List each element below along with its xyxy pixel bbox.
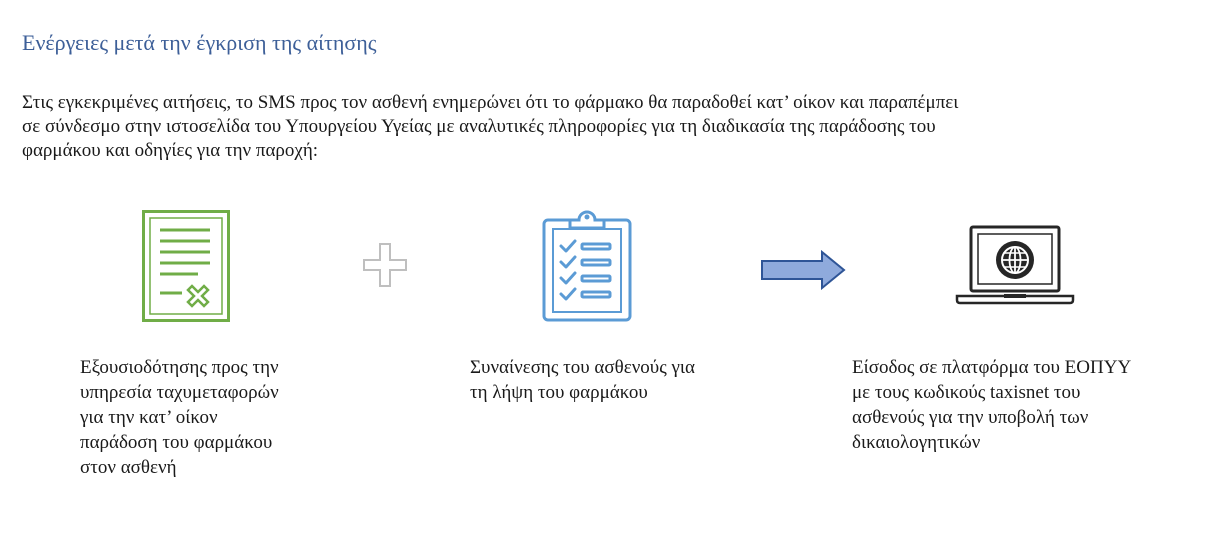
- intro-line: Στις εγκεκριμένες αιτήσεις, το SMS προς τον ασθενή ενημερώνει ότι το φάρμακο θα παραδοθεί κατ’ οίκον και παραπέμπει: [22, 92, 959, 113]
- step-caption-authorization: [80, 355, 350, 480]
- intro-paragraph: [22, 91, 1192, 163]
- step-caption-platform: [852, 355, 1197, 455]
- caption-line: τη λήψη του φαρμάκου: [470, 382, 648, 403]
- checklist-clipboard-icon: [542, 210, 632, 322]
- right-arrow-icon: [760, 250, 846, 290]
- caption-line: Είσοδος σε πλατφόρμα του ΕΟΠΥΥ: [852, 357, 1132, 378]
- section-heading: Ενέργειες μετά την έγκριση της αίτησης: [22, 30, 377, 55]
- caption-line: δικαιολογητικών: [852, 432, 981, 453]
- intro-line: σε σύνδεσμο στην ιστοσελίδα του Υπουργείου Υγείας με αναλυτικές πληροφορίες για τη διαδικασία της παράδοσης του: [22, 116, 936, 137]
- caption-line: Εξουσιοδότησης προς την: [80, 357, 279, 378]
- plus-icon: [362, 242, 408, 288]
- caption-line: στον ασθενή: [80, 457, 177, 478]
- caption-line: με τους κωδικούς taxisnet του: [852, 382, 1081, 403]
- authorization-document-icon: [142, 210, 230, 322]
- intro-line: φαρμάκου και οδηγίες για την παροχή:: [22, 140, 319, 161]
- laptop-globe-icon: [954, 224, 1076, 306]
- caption-line: ασθενούς για την υποβολή των: [852, 407, 1089, 428]
- caption-line: υπηρεσία ταχυμεταφορών: [80, 382, 279, 403]
- caption-line: για την κατ’ οίκον: [80, 407, 218, 428]
- caption-line: παράδοση του φαρμάκου: [80, 432, 273, 453]
- caption-line: Συναίνεσης του ασθενούς για: [470, 357, 695, 378]
- step-caption-consent: [470, 355, 770, 405]
